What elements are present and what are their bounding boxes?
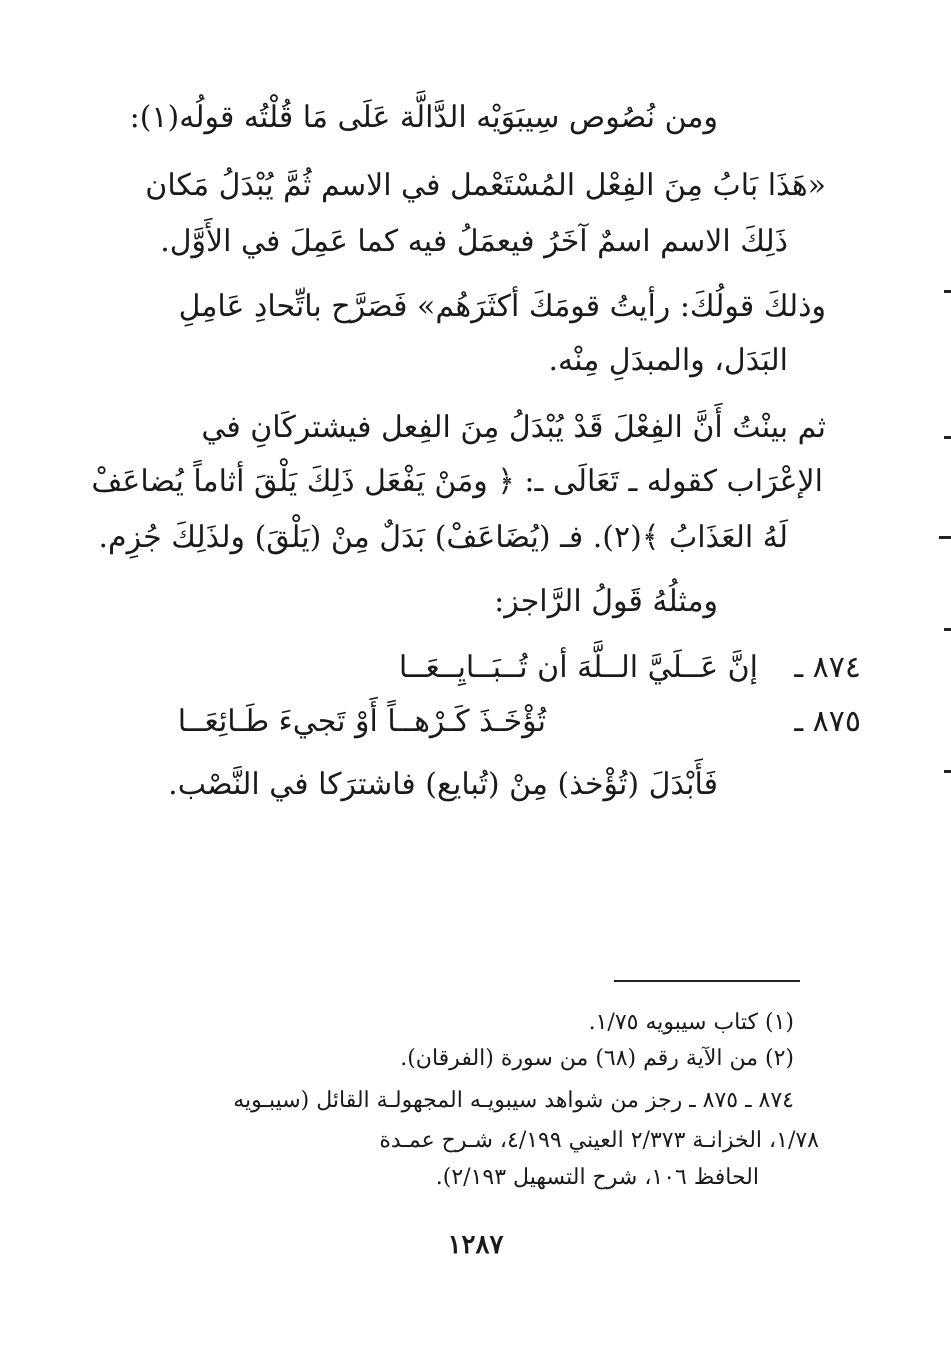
body-line-5: البَدَل، والمبدَلِ مِنْه. bbox=[548, 343, 788, 378]
body-line-4: وذلكَ قولُكَ: رأيتُ قومَكَ أكثَرَهُم» فَصَرَّح باتِّحادِ عَامِلِ bbox=[178, 289, 826, 324]
verse-number: ٨٧٤ ـ bbox=[794, 650, 861, 685]
scan-mark bbox=[944, 436, 951, 439]
body-line-6: ثم بينْتُ أَنَّ الفِعْلَ قَدْ يُبْدَلُ مِنَ الفِعل فيشتركَانِ في bbox=[201, 410, 826, 445]
body-line-3: ذَلِكَ الاسم اسمٌ آخَرُ فيعمَلُ فيه كما عَمِلَ في الأَوَّل. bbox=[160, 224, 788, 259]
footnote-3-line-3: الحافظ ١٠٦، شرح التسهيل ٢/١٩٣). bbox=[435, 1165, 759, 1190]
scan-mark bbox=[944, 770, 951, 773]
body-line-1: ومن نُصُوص سِيبَوَيْه الدَّالَّة عَلَى مَا قُلْتُه قولُه(١): bbox=[129, 100, 718, 135]
conclusion-line: فَأَبْدَلَ (تُؤْخذ) مِنْ (تُبايع) فاشترَكا في النَّصْب. bbox=[168, 767, 718, 802]
scan-mark bbox=[939, 536, 951, 539]
verse-text: إنَّ عَــلَيَّ الــلَّهَ أن تُــبَــايِــعَــا bbox=[398, 650, 758, 685]
footnote-2: (٢) من الآية رقم (٦٨) من سورة (الفرقان). bbox=[400, 1046, 794, 1071]
body-line-2: «هَذَا بَابُ مِنَ الفِعْل المُسْتَعْمل في الاسم ثُمَّ يُبْدَلُ مَكان bbox=[145, 168, 826, 203]
footnote-separator bbox=[614, 980, 800, 982]
body-line-7: الإعْرَاب كقوله ـ تَعَالَى ـ: ﴿ ومَنْ يَفْعَل ذَلِكَ يَلْقَ أثاماً يُضاعَفْ bbox=[91, 464, 823, 499]
page-number: ١٢٨٧ bbox=[447, 1230, 504, 1260]
scan-mark bbox=[944, 290, 951, 293]
footnote-3-line-2: ١/٧٨، الخزانـة ٢/٣٧٣ العيني ٤/١٩٩، شـرح عمـدة bbox=[379, 1128, 819, 1153]
body-line-9: ومثلُهُ قَولُ الرَّاجز: bbox=[494, 584, 718, 619]
scan-mark bbox=[944, 628, 951, 631]
footnote-3-line-1: ٨٧٤ ـ ٨٧٥ ـ رجز من شواهد سيبويـه المجهولـة القائل (سيبـويه bbox=[233, 1088, 794, 1113]
body-line-8: لَهُ العَذَابُ ﴾(٢). فـ (يُضَاعَفْ) بَدَلٌ مِنْ (يَلْقَ) ولذَلِكَ جُزِم. bbox=[98, 520, 788, 555]
footnote-1: (١) كتاب سيبويه ١/٧٥. bbox=[588, 1010, 794, 1035]
verse-number: ٨٧٥ ـ bbox=[794, 704, 861, 739]
verse-text: تُؤْخَـذَ كَـرْهــاً أَوْ تَجيءَ طَـائِعَــا bbox=[177, 704, 546, 739]
